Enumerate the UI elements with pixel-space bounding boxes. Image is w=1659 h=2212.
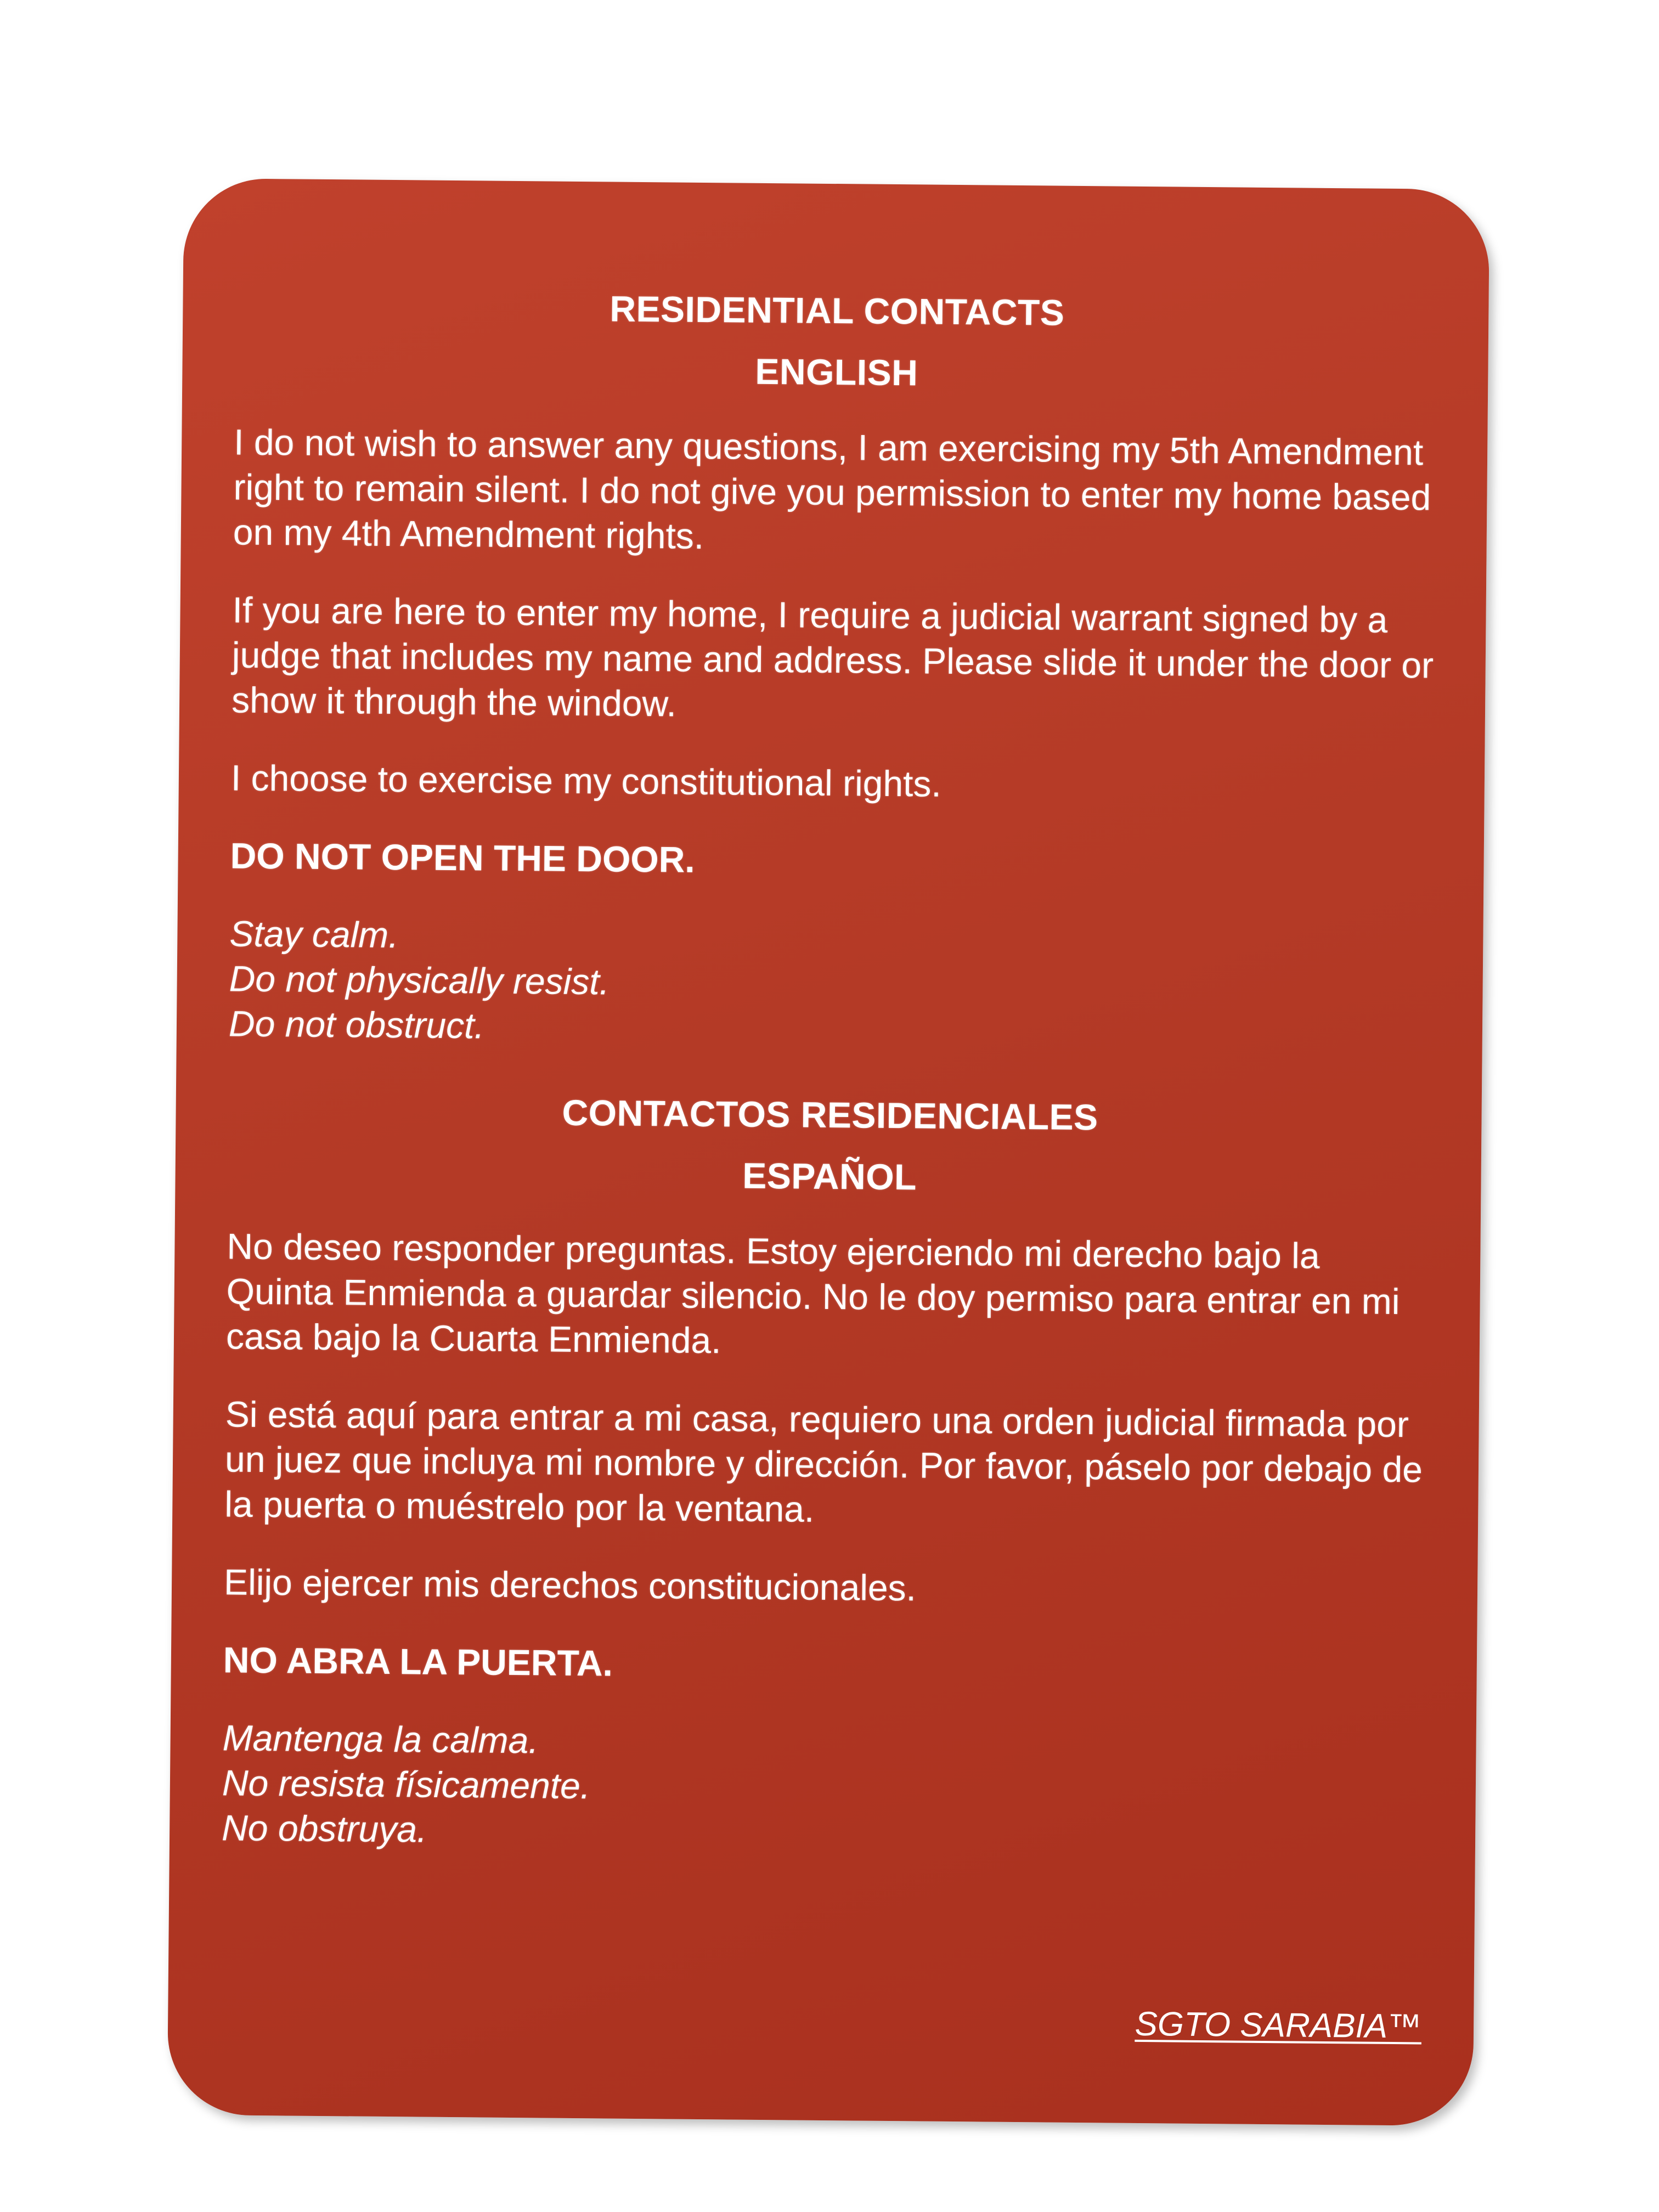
spanish-advice-item: Mantenga la calma. [222,1717,539,1761]
spanish-language-label: ESPAÑOL [742,1155,917,1198]
english-language-label: ENGLISH [755,351,918,393]
rights-card [167,178,1490,2126]
english-paragraph-1: I do not wish to answer any questions, I am exercising my 5th Amendment right to remain silent. I do not give you permission to enter my home based on my 4th Amendment rights. [233,421,1431,556]
english-advice-item: Do not obstruct. [228,1003,485,1046]
spanish-advice-list [222,1715,1427,1860]
card-content [222,275,1440,1861]
english-paragraph-3: I choose to exercise my constitutional rights. [230,757,942,804]
english-advice-list [229,911,1434,1056]
english-advice-item: Do not physically resist. [229,958,610,1002]
spanish-paragraph-3: Elijo ejercer mis derechos constitucionales. [223,1561,917,1609]
spanish-paragraph-2: Si está aquí para entrar a mi casa, requiero una orden judicial firmada por un juez que incluya mi nombre y dirección. Por favor, páselo por debajo de la puerta o muéstrelo por la ventana. [224,1393,1423,1530]
spanish-paragraph-1: No deseo responder preguntas. Estoy ejerciendo mi derecho bajo la Quinta Enmienda a guardar silencio. No le doy permiso para entrar en mi casa bajo la Cuarta Enmienda. [225,1226,1400,1361]
english-title: RESIDENTIAL CONTACTS [610,288,1065,333]
english-warning: DO NOT OPEN THE DOOR. [230,835,696,880]
english-paragraph-2: If you are here to enter my home, I require a judicial warrant signed by a judge that includes my name and address. Please slide it under the door or show it through the window. [231,589,1434,724]
spanish-warning: NO ABRA LA PUERTA. [223,1639,613,1684]
english-advice-item: Stay calm. [229,913,399,956]
spanish-title: CONTACTOS RESIDENCIALES [562,1092,1098,1138]
trademark-signature: SGTO SARABIA™ [1135,2005,1422,2046]
spanish-advice-item: No resista físicamente. [222,1762,591,1807]
spanish-advice-item: No obstruya. [221,1807,427,1850]
